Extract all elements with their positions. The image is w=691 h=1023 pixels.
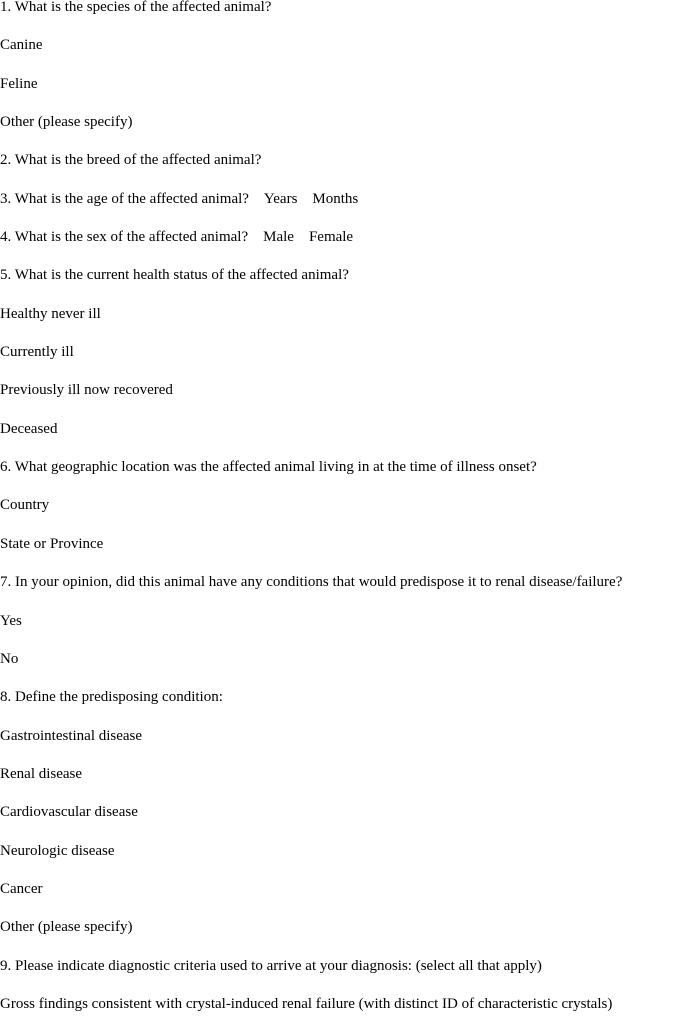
question-8 <box>0 678 622 716</box>
question-text: 6. What geographic location was the affected animal living in at the time of illness onset? <box>0 459 537 476</box>
question-text: 2. What is the breed of the affected animal? <box>0 152 262 169</box>
answer-option[interactable]: Country <box>0 497 50 514</box>
answer-option[interactable]: Deceased <box>0 420 58 437</box>
answer-option[interactable]: Female <box>308 229 354 246</box>
answer-option[interactable]: Gastrointestinal disease <box>0 727 143 744</box>
answer-option[interactable]: Other (please specify) <box>0 919 133 936</box>
question-9 <box>0 947 622 985</box>
answer-option[interactable]: Feline <box>0 75 38 92</box>
question-7 <box>0 563 622 601</box>
answer-option[interactable]: Cancer <box>0 880 43 897</box>
question-text: 3. What is the age of the affected animal? <box>0 190 249 207</box>
answer-option[interactable]: Previously ill now recovered <box>0 382 173 399</box>
question-3 <box>0 180 622 218</box>
question-text: 7. In your opinion, did this animal have any conditions that would predispose it to renal disease/failure? <box>0 574 623 591</box>
answer-option[interactable]: Other (please specify) <box>0 114 133 131</box>
answer-option[interactable]: Years <box>263 190 298 207</box>
question-4 <box>0 218 622 256</box>
answer-option[interactable]: Months <box>312 190 359 207</box>
answer-option[interactable]: Neurologic disease <box>0 842 115 859</box>
answer-option[interactable]: Currently ill <box>0 344 74 361</box>
question-2 <box>0 141 622 179</box>
answer-option[interactable]: Cardiovascular disease <box>0 804 138 821</box>
answer-option[interactable]: State or Province <box>0 535 104 552</box>
question-5 <box>0 256 622 294</box>
question-1 <box>0 0 622 26</box>
question-text: 5. What is the current health status of the affected animal? <box>0 267 349 284</box>
question-text: 4. What is the sex of the affected animal? <box>0 229 249 246</box>
answer-option[interactable]: Canine <box>0 37 43 54</box>
question-text: 1. What is the species of the affected animal? <box>0 0 272 15</box>
answer-option[interactable]: Yes <box>0 612 22 629</box>
answer-option[interactable]: Renal disease <box>0 765 83 782</box>
question-6 <box>0 448 622 486</box>
question-text: 9. Please indicate diagnostic criteria used to arrive at your diagnosis: (select all that apply) <box>0 957 542 974</box>
answer-option[interactable]: Gross findings consistent with crystal-induced renal failure (with distinct ID of characteristic crystals) <box>0 995 613 1012</box>
answer-option[interactable]: Healthy never ill <box>0 305 101 322</box>
answer-option[interactable]: Male <box>263 229 294 246</box>
answer-option[interactable]: No <box>0 650 19 667</box>
question-text: 8. Define the predisposing condition: <box>0 689 223 706</box>
